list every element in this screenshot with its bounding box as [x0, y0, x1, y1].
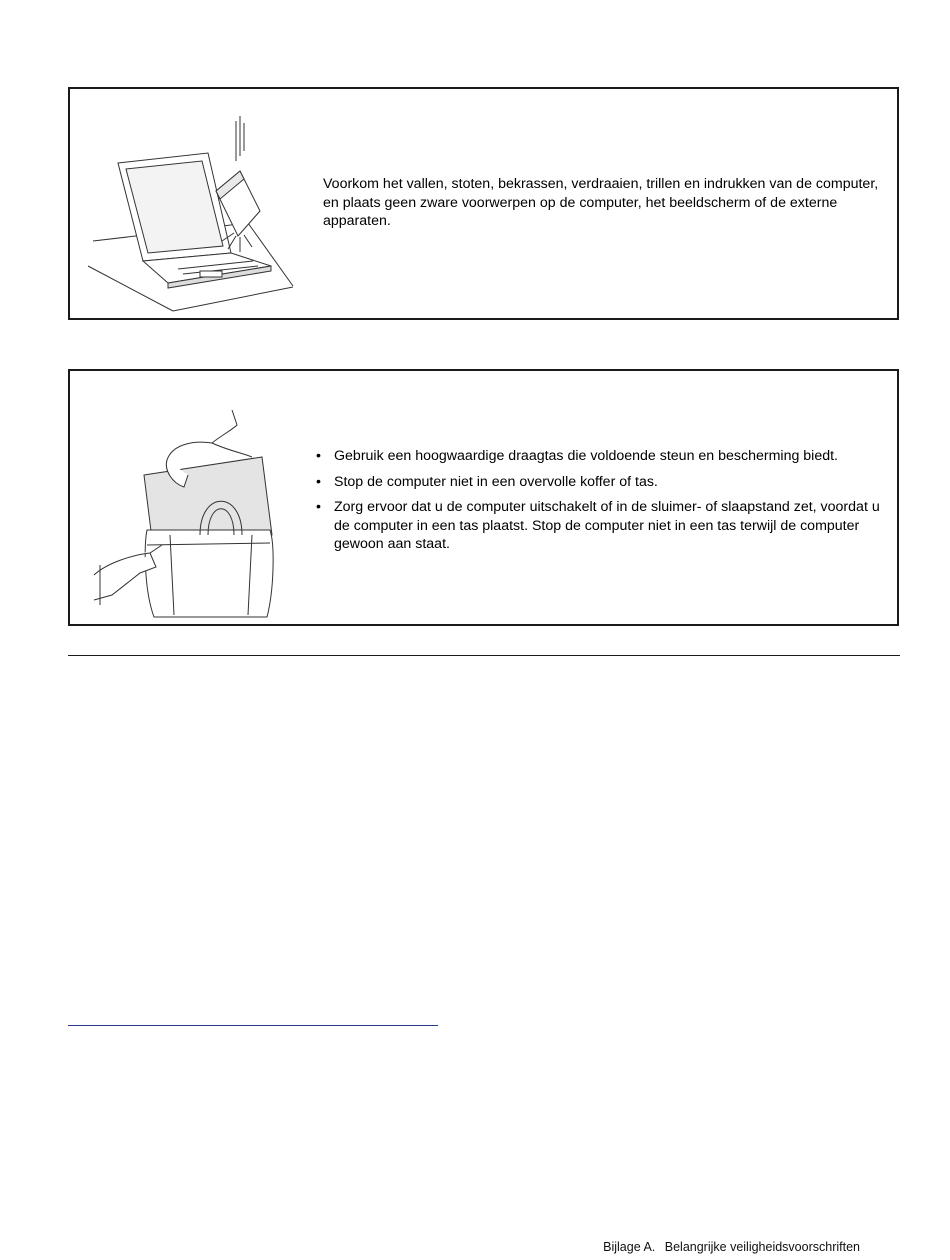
- safety-box-carrying: [68, 369, 899, 626]
- list-item: [314, 498, 899, 554]
- page-footer: [603, 1240, 860, 1254]
- laptop-impact-illustration: [88, 111, 298, 316]
- bullet-text: Stop de computer niet in een overvolle koffer of tas.: [334, 473, 658, 490]
- bullet-text: Gebruik een hoogwaardige draagtas die voldoende steun en bescherming biedt.: [334, 448, 839, 464]
- bullet-icon: •: [316, 499, 321, 515]
- bullet-icon: •: [316, 448, 321, 464]
- section-divider: [68, 655, 900, 656]
- bullet-icon: •: [316, 473, 321, 490]
- carrying-guidelines-list: [314, 447, 899, 561]
- bullet-text: Zorg ervoor dat u de computer uitschakelt of in de sluimer- of slaapstand zet, voordat u de computer in een tas plaatst. Stop de computer niet in een tas terwijl de computer gewoon aan staat.: [334, 499, 880, 552]
- list-item: [314, 473, 899, 492]
- laptop-carrying-bag-illustration: [92, 395, 312, 623]
- footer-title: Belangrijke veiligheidsvoorschriften: [664, 1240, 860, 1254]
- footnote-divider: [68, 1025, 438, 1026]
- handling-instructions-text: Voorkom het vallen, stoten, bekrassen, verdraaien, trillen en indrukken van de computer, en plaats geen zware voorwerpen op de computer, het beeldscherm of de externe apparaten.: [323, 176, 879, 229]
- safety-box-handling: [68, 87, 899, 320]
- list-item: [314, 447, 899, 466]
- footer-chapter: Bijlage A.: [603, 1240, 656, 1254]
